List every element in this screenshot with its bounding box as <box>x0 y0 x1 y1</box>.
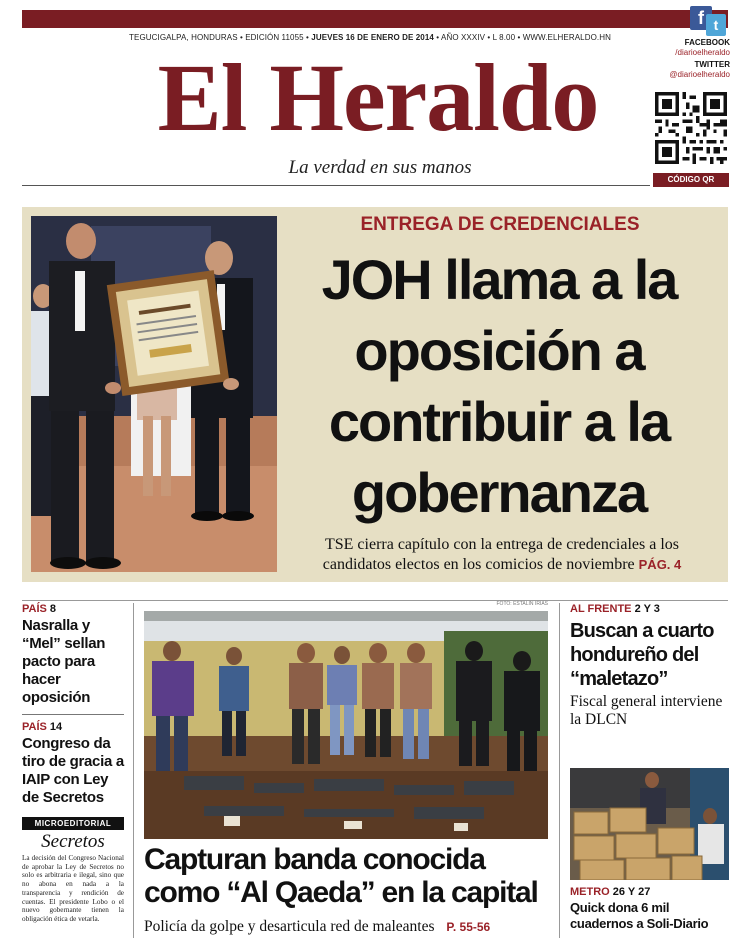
twitter-label: TWITTER <box>694 60 730 69</box>
lead-photo[interactable] <box>31 216 277 572</box>
right-page: 2 Y 3 <box>634 603 660 615</box>
dateline-date: JUEVES 16 DE ENERO DE 2014 <box>311 33 434 42</box>
brief1-headline[interactable]: Nasralla y “Mel” sellan pacto para hacer oposición <box>22 617 106 706</box>
microeditorial-body: La decisión del Congreso Nacional de aprobar la Ley de Secretos no solo es arbitraria e ilegal, sino que no abona en nada a la transparencia y rendición de cuentas. El presidente Lobo o el nuevo gobernante tienen la obligación ética de vetarla. <box>22 854 124 923</box>
center-headline[interactable]: Capturan banda conocida como “Al Qaeda” en la capital <box>144 843 538 909</box>
masthead-title: El Heraldo <box>157 44 599 151</box>
right-photo-illustration <box>570 768 729 880</box>
facebook-handle[interactable]: /diarioelheraldo <box>675 48 730 57</box>
microeditorial-label: MICROEDITORIAL <box>22 817 124 830</box>
right-section-name: AL FRENTE <box>570 603 632 615</box>
lead-deck <box>292 535 712 575</box>
microeditorial-title: Secretos <box>41 831 105 852</box>
center-deck <box>144 918 548 936</box>
twitter-info <box>640 60 730 80</box>
right-bottom-headline[interactable]: Quick dona 6 mil cuadernos a Soli-Diario <box>570 900 709 931</box>
center-page-ref[interactable]: P. 55-56 <box>446 920 491 934</box>
qr-code-icon[interactable] <box>655 92 727 164</box>
center-photo-illustration <box>144 611 548 839</box>
right-photo[interactable] <box>570 768 729 880</box>
right-bottom-section-name: METRO <box>570 886 610 898</box>
lead-kicker: ENTREGA DE CREDENCIALES <box>360 214 640 235</box>
dateline-place: TEGUCIGALPA, HONDURAS • EDICIÓN 11055 • <box>129 33 309 42</box>
brief2-page: 14 <box>49 721 63 733</box>
lead-deck-text: TSE cierra capítulo con la entrega de credenciales a los candidatos electos en los comicios de noviembre <box>322 536 680 573</box>
center-photo-credit: FOTO: ESTALIN IRIAS <box>496 601 548 607</box>
center-photo[interactable] <box>144 611 548 839</box>
twitter-icon[interactable]: t <box>706 14 726 36</box>
right-vertical-rule <box>559 603 560 938</box>
lead-photo-illustration <box>31 216 277 572</box>
dateline-rest: • AÑO XXXIV • L 8.00 • WWW.ELHERALDO.HN <box>436 33 611 42</box>
right-column <box>570 603 730 729</box>
brief2-headline[interactable]: Congreso da tiro de gracia a IAIP con Ley de Secretos <box>22 735 124 806</box>
facebook-icon[interactable]: f <box>690 6 712 30</box>
facebook-info <box>640 38 730 58</box>
right-subhead: Fiscal general interviene la DLCN <box>570 693 723 728</box>
brief1-page: 8 <box>49 603 57 615</box>
dateline <box>120 33 620 42</box>
twitter-handle[interactable]: @diarioelheraldo <box>669 70 730 79</box>
lead-page-ref[interactable]: PÁG. 4 <box>638 557 682 572</box>
brief2-section <box>22 721 124 733</box>
top-bar <box>22 10 728 28</box>
qr-code-label: CÓDIGO QR <box>653 173 729 187</box>
right-bottom-section <box>570 886 730 898</box>
brief1-section <box>22 603 124 615</box>
left-column <box>22 603 124 924</box>
right-bottom-page: 26 Y 27 <box>612 886 651 898</box>
left-column-divider <box>22 714 124 715</box>
brief2-section-name: PAÍS <box>22 721 47 733</box>
brief1-section-name: PAÍS <box>22 603 47 615</box>
facebook-label: FACEBOOK <box>684 38 730 47</box>
lower-section-rule <box>22 600 728 601</box>
right-bottom-brief <box>570 886 730 932</box>
right-section <box>570 603 730 615</box>
left-vertical-rule <box>133 603 134 938</box>
lead-headline[interactable]: JOH llama a la oposición a contribuir a la gobernanza <box>321 248 677 524</box>
center-deck-text: Policía da golpe y desarticula red de maleantes <box>144 918 435 935</box>
masthead-tagline: La verdad en sus manos <box>288 157 472 178</box>
right-headline[interactable]: Buscan a cuarto hondureño del “maletazo” <box>570 620 714 690</box>
masthead-rule <box>22 185 650 186</box>
social-icons <box>690 6 730 38</box>
